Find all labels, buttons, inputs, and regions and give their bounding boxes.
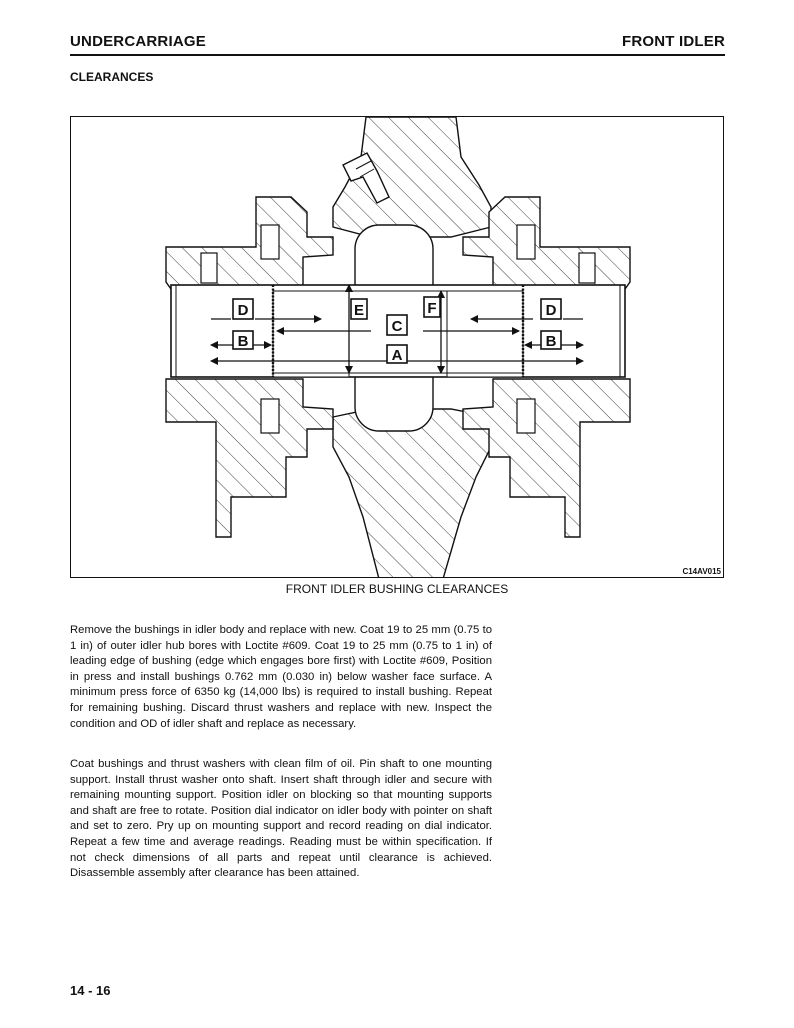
idler-cross-section-diagram	[71, 117, 724, 578]
page-number: 14 - 16	[70, 983, 111, 998]
paragraph-clearance-check: Coat bushings and thrust washers with clean film of oil. Pin shaft to one mounting support. Install thrust washer onto shaft. Insert shaft through idler and secure with remaining mounting support. Position idler on blocking so that mounting supports and shaft are free to rotate. Position dial indicator on idler body with pointer on shaft and set to zero. Pry up on mounting support and record reading on dial indicator. Repeat a few time and average readings. Reading must be within specification. If not check dimensions of all parts and repeat until clearance is achieved. Disassemble assembly after clearance has been attained.	[70, 758, 492, 880]
svg-text:F: F	[427, 300, 437, 317]
svg-text:A: A	[391, 347, 403, 364]
svg-text:D: D	[545, 302, 557, 319]
label-e	[351, 299, 367, 319]
bushing-left	[273, 291, 349, 377]
svg-text:C: C	[391, 318, 403, 335]
label-b-right	[541, 331, 561, 350]
label-f	[424, 297, 440, 317]
idler-lower-web	[333, 409, 491, 578]
label-b-left	[233, 331, 253, 350]
header-topic: FRONT IDLER	[621, 33, 725, 50]
svg-text:D: D	[237, 302, 249, 319]
header-section: UNDERCARRIAGE	[70, 33, 206, 50]
label-d-right	[541, 299, 561, 319]
svg-text:B: B	[545, 333, 557, 350]
label-a	[387, 345, 407, 364]
figure-caption: FRONT IDLER BUSHING CLEARANCES	[285, 582, 509, 596]
label-c	[387, 315, 407, 335]
page-header	[70, 32, 725, 56]
left-mounting-support	[166, 197, 333, 289]
paragraph-bushing-replacement: Remove the bushings in idler body and replace with new. Coat 19 to 25 mm (0.75 to 1 in) of outer idler hub bores with Loctite #609. Coat 19 to 25 mm (0.75 to 1 in) of leading edge of bushing (edge which engages bore first) with Loctite #609, Position in press and install bushings 0.762 mm (0.030 in) below washer face surface. A minimum press force of 6350 kg (14,000 lbs) is required to install bushing. Repeat for remaining bushing. Discard thrust washers and replace with new. Inspect the condition and OD of idler shaft and replace as necessary.	[70, 624, 492, 730]
section-title: CLEARANCES	[70, 70, 154, 84]
svg-text:B: B	[237, 333, 249, 350]
figure-code: C14AV015	[682, 567, 721, 576]
figure-frame	[70, 116, 724, 578]
bushing-right	[447, 291, 523, 377]
label-d-left	[233, 299, 253, 319]
svg-text:E: E	[353, 302, 365, 319]
